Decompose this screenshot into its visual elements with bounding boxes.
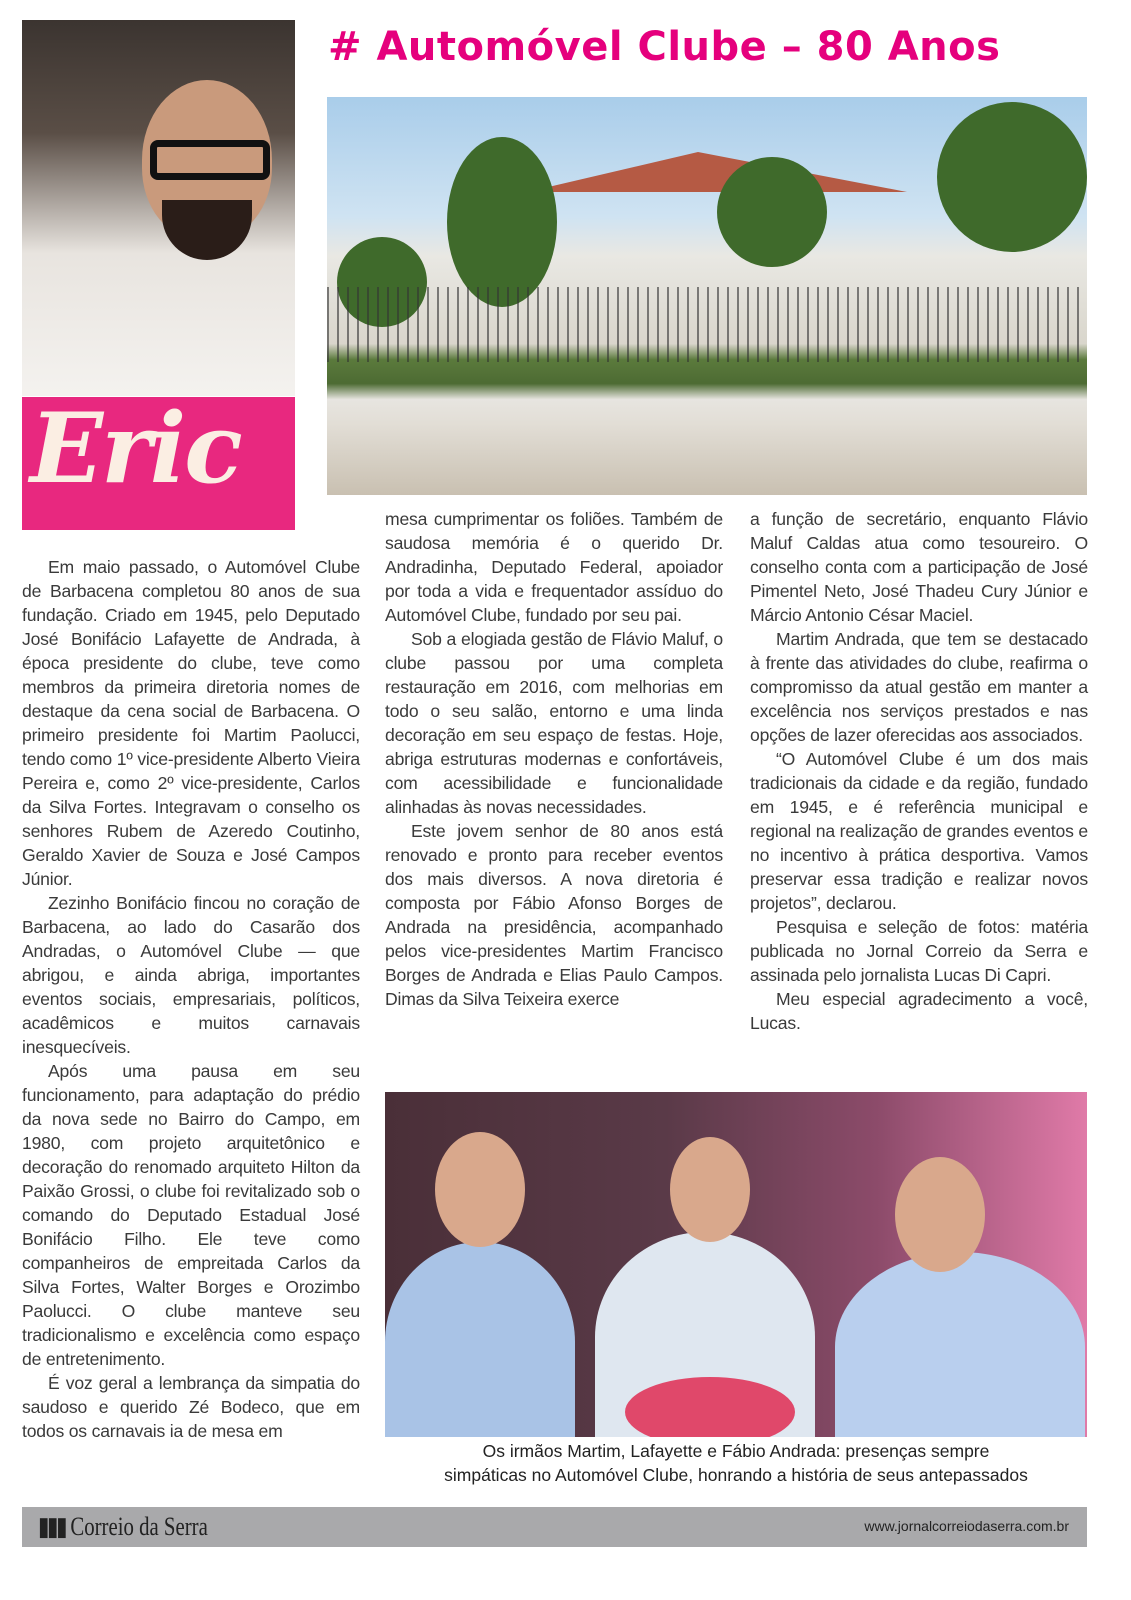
page-title: # Automóvel Clube – 80 Anos bbox=[328, 24, 1001, 70]
logo-bars-icon: ▮▮▮ bbox=[38, 1512, 66, 1542]
person-body bbox=[385, 1242, 575, 1437]
paragraph: É voz geral a lembrança da simpatia do saudoso e querido Zé Bodeco, que em todos os carnavais ia de mesa em bbox=[22, 1373, 360, 1441]
person-face bbox=[895, 1157, 985, 1272]
paragraph: Após uma pausa em seu funcionamento, para adaptação do prédio da nova sede no Bairro do Campo, em 1980, com projeto arquitetônico e decoração do renomado arquiteto Hilton da Paixão Grossi, o clube foi revitalizado sob o comando do Deputado Estadual José Bonifácio Filho. Ele teve como companheiros de empreitada Carlos da Silva Fortes, Walter Borges e Orozimbo Paolucci. O clube manteve seu tradicionalismo e excelência como espaço de entretenimento. bbox=[22, 1061, 360, 1369]
club-building-photo bbox=[327, 97, 1087, 495]
portrait-beard bbox=[162, 200, 252, 260]
building-roof bbox=[527, 152, 907, 192]
article-column-2 bbox=[385, 507, 723, 1011]
tree bbox=[447, 137, 557, 307]
person-face bbox=[435, 1132, 525, 1247]
paragraph: Sob a elogiada gestão de Flávio Maluf, o clube passou por uma completa restauração em 2016, com melhorias em todo o seu salão, entorno e uma linda decoração em seu espaço de festas. Hoje, abriga estruturas modernas e confortáveis, com acessibilidade e funcionalidade alinhadas às novas necessidades. bbox=[385, 629, 723, 817]
fence bbox=[327, 287, 1087, 362]
columnist-portrait bbox=[22, 20, 295, 396]
logo-text: Correio da Serra bbox=[70, 1512, 208, 1541]
website-link[interactable]: www.jornalcorreiodaserra.com.br bbox=[864, 1518, 1069, 1534]
article-column-3 bbox=[750, 507, 1088, 1035]
caption-line: Os irmãos Martim, Lafayette e Fábio Andrada: presenças sempre bbox=[482, 1441, 990, 1461]
article-column-1 bbox=[22, 555, 360, 1443]
tree bbox=[937, 102, 1087, 252]
paragraph: a função de secretário, enquanto Flávio Maluf Caldas atua como tesoureiro. O conselho conta com a participação de José Pimentel Neto, José Thadeu Cury Júnior e Márcio Antonio César Maciel. bbox=[750, 509, 1088, 625]
person-body bbox=[835, 1252, 1085, 1437]
paragraph: Este jovem senhor de 80 anos está renovado e pronto para receber eventos dos mais diversos. A nova diretoria é composta por Fábio Afonso Borges de Andrada na presidência, acompanhado pelos vice-presidentes Martim Francisco Borges de Andrada e Elias Paulo Campos. Dimas da Silva Teixeira exerce bbox=[385, 821, 723, 1009]
paragraph: Martim Andrada, que tem se destacado à frente das atividades do clube, reafirma o compromisso da atual gestão em manter a excelência nos serviços prestados e nas opções de lazer oferecidas aos associados. bbox=[750, 629, 1088, 745]
person-face bbox=[670, 1137, 750, 1242]
photo-caption bbox=[385, 1439, 1087, 1487]
newspaper-logo bbox=[38, 1512, 208, 1542]
paragraph: “O Automóvel Clube é um dos mais tradicionais da cidade e da região, fundado em 1945, e é referência municipal e regional na realização de grandes eventos e no incentivo à prática desportiva. Vamos preservar essa tradição e realizar novos projetos”, declarou. bbox=[750, 749, 1088, 913]
paragraph: Zezinho Bonifácio fincou no coração de Barbacena, ao lado do Casarão dos Andradas, o Automóvel Clube — que abrigou, e ainda abriga, importantes eventos sociais, empresariais, políticos, acadêmicos e muitos carnavais inesquecíveis. bbox=[22, 893, 360, 1057]
columnist-name: Eric bbox=[30, 392, 241, 505]
brothers-photo bbox=[385, 1092, 1087, 1437]
paragraph: Pesquisa e seleção de fotos: matéria publicada no Jornal Correio da Serra e assinada pelo jornalista Lucas Di Capri. bbox=[750, 917, 1088, 985]
paragraph: Meu especial agradecimento a você, Lucas. bbox=[750, 989, 1088, 1033]
paragraph: Em maio passado, o Automóvel Clube de Barbacena completou 80 anos de sua fundação. Criado em 1945, pelo Deputado José Bonifácio Lafayette de Andrada, à época presidente do clube, teve como membros da primeira diretoria nomes de destaque da cena social de Barbacena. O primeiro presidente foi Martim Paolucci, tendo como 1º vice-presidente Alberto Vieira Pereira e, como 2º vice-presidente, Carlos da Silva Fortes. Integravam o conselho os senhores Rubem de Azeredo Coutinho, Geraldo Xavier de Souza e José Campos Júnior. bbox=[22, 557, 360, 889]
paragraph: mesa cumprimentar os foliões. Também de saudosa memória é o querido Dr. Andradinha, Deputado Federal, apoiador por toda a vida e frequentador assíduo do Automóvel Clube, fundado por seu pai. bbox=[385, 509, 723, 625]
caption-line: simpáticas no Automóvel Clube, honrando a história de seus antepassados bbox=[444, 1465, 1028, 1485]
tree bbox=[717, 157, 827, 267]
portrait-glasses bbox=[150, 140, 270, 180]
